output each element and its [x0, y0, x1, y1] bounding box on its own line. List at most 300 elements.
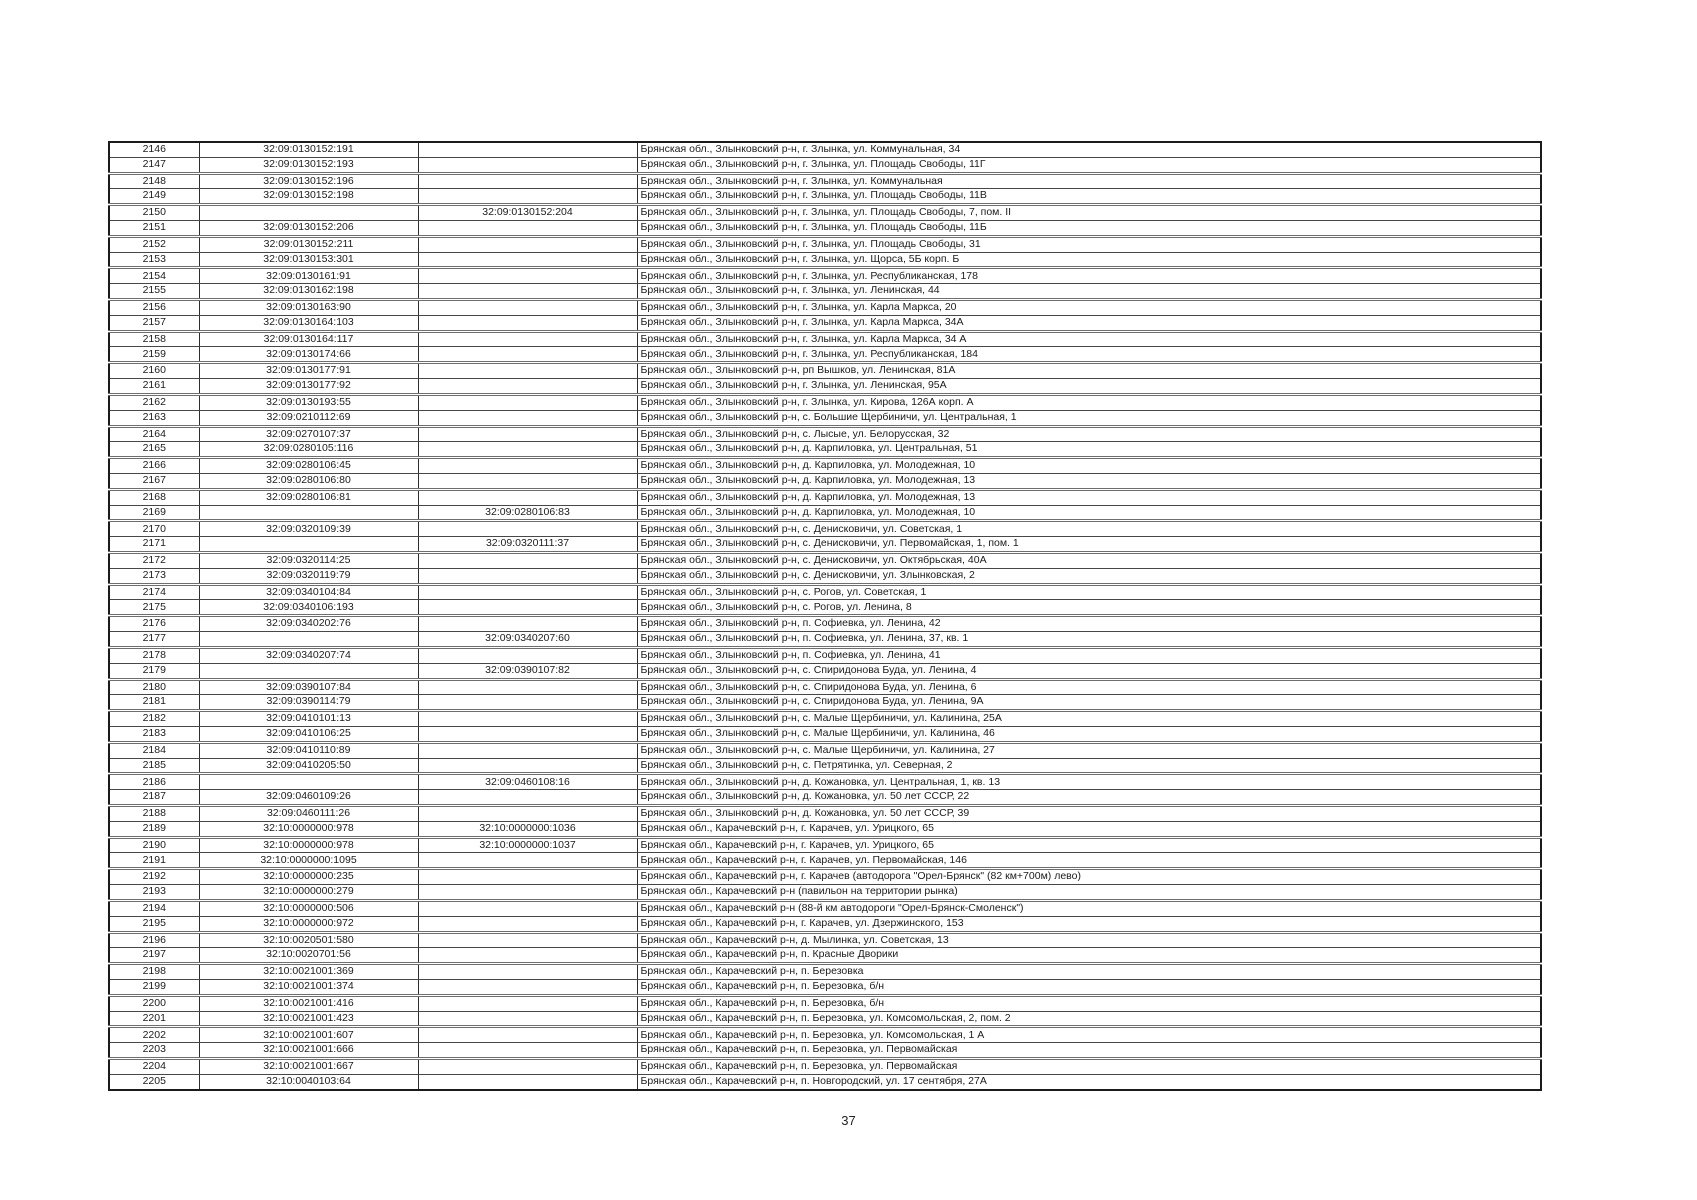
cadastral-number-secondary	[418, 600, 637, 616]
row-number: 2201	[109, 1011, 199, 1027]
cadastral-number-primary: 32:09:0410205:50	[199, 758, 418, 774]
address: Брянская обл., Злынковский р-н, с. Большие Щербиничи, ул. Центральная, 1	[637, 410, 1541, 426]
row-number: 2171	[109, 537, 199, 553]
address: Брянская обл., Злынковский р-н, рп Вышков, ул. Ленинская, 81А	[637, 363, 1541, 379]
cadastral-number-secondary	[418, 189, 637, 205]
row-number: 2178	[109, 647, 199, 663]
cadastral-number-primary: 32:09:0130193:55	[199, 394, 418, 410]
row-number: 2172	[109, 553, 199, 569]
row-number: 2176	[109, 616, 199, 632]
table-row	[109, 821, 1541, 837]
table-row	[109, 790, 1541, 806]
row-number: 2175	[109, 600, 199, 616]
address: Брянская обл., Злынковский р-н, с. Денисковичи, ул. Злынковская, 2	[637, 568, 1541, 584]
table-row	[109, 394, 1541, 410]
row-number: 2196	[109, 932, 199, 948]
cadastral-number-secondary	[418, 853, 637, 869]
table-row	[109, 916, 1541, 932]
address: Брянская обл., Карачевский р-н, п. Березовка	[637, 964, 1541, 980]
row-number: 2149	[109, 189, 199, 205]
row-number: 2154	[109, 268, 199, 284]
cadastral-number-primary: 32:10:0000000:972	[199, 916, 418, 932]
address: Брянская обл., Карачевский р-н, п. Березовка, ул. Комсомольская, 1 А	[637, 1027, 1541, 1043]
row-number: 2199	[109, 979, 199, 995]
cadastral-number-primary: 32:10:0000000:279	[199, 885, 418, 901]
registry-table-body	[109, 142, 1541, 1090]
row-number: 2148	[109, 173, 199, 189]
cadastral-number-primary: 32:09:0130164:117	[199, 331, 418, 347]
address: Брянская обл., Злынковский р-н, г. Злынка, ул. Площадь Свободы, 7, пом. II	[637, 205, 1541, 221]
cadastral-number-primary: 32:10:0000000:978	[199, 821, 418, 837]
cadastral-number-secondary	[418, 220, 637, 236]
row-number: 2189	[109, 821, 199, 837]
cadastral-number-primary: 32:10:0040103:64	[199, 1074, 418, 1090]
table-row	[109, 489, 1541, 505]
cadastral-number-secondary	[418, 1043, 637, 1059]
table-row	[109, 347, 1541, 363]
row-number: 2190	[109, 837, 199, 853]
page-number: 37	[841, 1113, 856, 1128]
address: Брянская обл., Злынковский р-н, г. Злынка, ул. Коммунальная, 34	[637, 142, 1541, 157]
cadastral-number-secondary: 32:09:0280106:83	[418, 505, 637, 521]
row-number: 2155	[109, 284, 199, 300]
cadastral-number-primary	[199, 505, 418, 521]
address: Брянская обл., Злынковский р-н, г. Злынка, ул. Коммунальная	[637, 173, 1541, 189]
address: Брянская обл., Злынковский р-н, с. Лысые, ул. Белорусская, 32	[637, 426, 1541, 442]
table-row	[109, 268, 1541, 284]
row-number: 2162	[109, 394, 199, 410]
row-number: 2153	[109, 252, 199, 268]
cadastral-number-secondary	[418, 426, 637, 442]
row-number: 2169	[109, 505, 199, 521]
address: Брянская обл., Карачевский р-н, п. Березовка, ул. Первомайская	[637, 1059, 1541, 1075]
cadastral-number-secondary: 32:09:0340207:60	[418, 632, 637, 648]
row-number: 2179	[109, 663, 199, 679]
cadastral-number-primary: 32:09:0390114:79	[199, 695, 418, 711]
cadastral-number-secondary	[418, 964, 637, 980]
table-row	[109, 458, 1541, 474]
cadastral-number-secondary	[418, 300, 637, 316]
cadastral-number-primary: 32:10:0021001:374	[199, 979, 418, 995]
table-row	[109, 537, 1541, 553]
row-number: 2192	[109, 869, 199, 885]
row-number: 2182	[109, 711, 199, 727]
table-row	[109, 284, 1541, 300]
cadastral-number-secondary	[418, 932, 637, 948]
cadastral-number-secondary	[418, 979, 637, 995]
address: Брянская обл., Злынковский р-н, п. Софиевка, ул. Ленина, 42	[637, 616, 1541, 632]
cadastral-number-secondary	[418, 379, 637, 395]
table-row	[109, 1074, 1541, 1090]
address: Брянская обл., Злынковский р-н, г. Злынка, ул. Площадь Свободы, 11Г	[637, 157, 1541, 173]
row-number: 2147	[109, 157, 199, 173]
cadastral-number-primary: 32:10:0021001:666	[199, 1043, 418, 1059]
cadastral-number-primary: 32:10:0021001:667	[199, 1059, 418, 1075]
table-row	[109, 1011, 1541, 1027]
cadastral-number-primary: 32:10:0021001:416	[199, 995, 418, 1011]
cadastral-number-primary	[199, 205, 418, 221]
table-row	[109, 142, 1541, 157]
table-row	[109, 900, 1541, 916]
table-row	[109, 473, 1541, 489]
cadastral-number-secondary	[418, 268, 637, 284]
cadastral-number-secondary	[418, 458, 637, 474]
cadastral-number-primary: 32:09:0280106:45	[199, 458, 418, 474]
table-row	[109, 679, 1541, 695]
row-number: 2180	[109, 679, 199, 695]
cadastral-number-primary: 32:10:0020501:580	[199, 932, 418, 948]
table-row	[109, 600, 1541, 616]
cadastral-number-secondary	[418, 568, 637, 584]
cadastral-number-secondary	[418, 790, 637, 806]
cadastral-number-primary: 32:10:0000000:235	[199, 869, 418, 885]
cadastral-number-secondary: 32:10:0000000:1037	[418, 837, 637, 853]
address: Брянская обл., Карачевский р-н, п. Березовка, ул. Комсомольская, 2, пом. 2	[637, 1011, 1541, 1027]
table-row	[109, 189, 1541, 205]
address: Брянская обл., Карачевский р-н, г. Карачев, ул. Урицкого, 65	[637, 821, 1541, 837]
address: Брянская обл., Злынковский р-н, с. Спиридонова Буда, ул. Ленина, 4	[637, 663, 1541, 679]
row-number: 2186	[109, 774, 199, 790]
address: Брянская обл., Злынковский р-н, д. Кожановка, ул. 50 лет СССР, 39	[637, 806, 1541, 822]
row-number: 2164	[109, 426, 199, 442]
table-row	[109, 616, 1541, 632]
address: Брянская обл., Карачевский р-н, г. Карачев, ул. Урицкого, 65	[637, 837, 1541, 853]
cadastral-number-secondary	[418, 252, 637, 268]
row-number: 2157	[109, 315, 199, 331]
cadastral-number-secondary	[418, 1011, 637, 1027]
table-row	[109, 964, 1541, 980]
address: Брянская обл., Злынковский р-н, с. Спиридонова Буда, ул. Ленина, 6	[637, 679, 1541, 695]
table-row	[109, 410, 1541, 426]
cadastral-number-secondary	[418, 900, 637, 916]
cadastral-number-primary: 32:09:0280106:81	[199, 489, 418, 505]
cadastral-number-secondary	[418, 331, 637, 347]
address: Брянская обл., Карачевский р-н (88-й км автодороги "Орел-Брянск-Смоленск")	[637, 900, 1541, 916]
row-number: 2165	[109, 442, 199, 458]
cadastral-number-primary: 32:09:0410101:13	[199, 711, 418, 727]
cadastral-number-primary: 32:09:0130152:198	[199, 189, 418, 205]
row-number: 2187	[109, 790, 199, 806]
address: Брянская обл., Карачевский р-н, п. Березовка, б/н	[637, 979, 1541, 995]
cadastral-number-secondary	[418, 758, 637, 774]
address: Брянская обл., Злынковский р-н, с. Малые Щербиничи, ул. Калинина, 27	[637, 742, 1541, 758]
cadastral-number-secondary: 32:09:0390107:82	[418, 663, 637, 679]
address: Брянская обл., Злынковский р-н, с. Денисковичи, ул. Советская, 1	[637, 521, 1541, 537]
table-row	[109, 837, 1541, 853]
row-number: 2193	[109, 885, 199, 901]
cadastral-number-secondary	[418, 948, 637, 964]
cadastral-number-primary: 32:09:0130164:103	[199, 315, 418, 331]
cadastral-number-secondary	[418, 679, 637, 695]
row-number: 2156	[109, 300, 199, 316]
address: Брянская обл., Злынковский р-н, д. Карпиловка, ул. Центральная, 51	[637, 442, 1541, 458]
cadastral-number-primary: 32:09:0460109:26	[199, 790, 418, 806]
cadastral-number-secondary: 32:10:0000000:1036	[418, 821, 637, 837]
cadastral-number-primary: 32:10:0021001:369	[199, 964, 418, 980]
address: Брянская обл., Злынковский р-н, г. Злынка, ул. Карла Маркса, 34 А	[637, 331, 1541, 347]
address: Брянская обл., Злынковский р-н, г. Злынка, ул. Щорса, 5Б корп. Б	[637, 252, 1541, 268]
row-number: 2194	[109, 900, 199, 916]
row-number: 2188	[109, 806, 199, 822]
table-row	[109, 932, 1541, 948]
table-row	[109, 774, 1541, 790]
cadastral-number-primary: 32:09:0340207:74	[199, 647, 418, 663]
cadastral-number-secondary	[418, 473, 637, 489]
cadastral-number-secondary	[418, 869, 637, 885]
address: Брянская обл., Злынковский р-н, г. Злынка, ул. Кирова, 126А корп. А	[637, 394, 1541, 410]
row-number: 2202	[109, 1027, 199, 1043]
row-number: 2166	[109, 458, 199, 474]
table-row	[109, 584, 1541, 600]
address: Брянская обл., Карачевский р-н, п. Березовка, б/н	[637, 995, 1541, 1011]
cadastral-number-primary: 32:09:0130153:301	[199, 252, 418, 268]
cadastral-number-secondary	[418, 553, 637, 569]
cadastral-number-primary: 32:09:0340104:84	[199, 584, 418, 600]
table-row	[109, 205, 1541, 221]
cadastral-number-secondary	[418, 726, 637, 742]
table-row	[109, 252, 1541, 268]
cadastral-number-secondary	[418, 394, 637, 410]
row-number: 2173	[109, 568, 199, 584]
cadastral-number-primary: 32:10:0021001:607	[199, 1027, 418, 1043]
cadastral-number-primary: 32:09:0340106:193	[199, 600, 418, 616]
address: Брянская обл., Злынковский р-н, с. Малые Щербиничи, ул. Калинина, 25А	[637, 711, 1541, 727]
row-number: 2204	[109, 1059, 199, 1075]
row-number: 2146	[109, 142, 199, 157]
address: Брянская обл., Злынковский р-н, с. Спиридонова Буда, ул. Ленина, 9А	[637, 695, 1541, 711]
address: Брянская обл., Злынковский р-н, г. Злынка, ул. Площадь Свободы, 11В	[637, 189, 1541, 205]
table-row	[109, 426, 1541, 442]
cadastral-number-secondary	[418, 1027, 637, 1043]
table-row	[109, 853, 1541, 869]
address: Брянская обл., Злынковский р-н, п. Софиевка, ул. Ленина, 37, кв. 1	[637, 632, 1541, 648]
address: Брянская обл., Злынковский р-н, п. Софиевка, ул. Ленина, 41	[637, 647, 1541, 663]
cadastral-number-secondary	[418, 521, 637, 537]
table-row	[109, 331, 1541, 347]
row-number: 2174	[109, 584, 199, 600]
row-number: 2163	[109, 410, 199, 426]
cadastral-number-primary: 32:09:0270107:37	[199, 426, 418, 442]
row-number: 2159	[109, 347, 199, 363]
cadastral-number-secondary: 32:09:0320111:37	[418, 537, 637, 553]
cadastral-number-primary: 32:09:0320109:39	[199, 521, 418, 537]
cadastral-number-secondary	[418, 916, 637, 932]
table-row	[109, 742, 1541, 758]
address: Брянская обл., Злынковский р-н, д. Карпиловка, ул. Молодежная, 10	[637, 458, 1541, 474]
row-number: 2195	[109, 916, 199, 932]
cadastral-number-primary: 32:09:0130163:90	[199, 300, 418, 316]
table-row	[109, 885, 1541, 901]
address: Брянская обл., Злынковский р-н, с. Рогов, ул. Ленина, 8	[637, 600, 1541, 616]
row-number: 2177	[109, 632, 199, 648]
table-row	[109, 979, 1541, 995]
table-row	[109, 521, 1541, 537]
table-row	[109, 869, 1541, 885]
cadastral-number-secondary	[418, 742, 637, 758]
address: Брянская обл., Злынковский р-н, д. Кожановка, ул. 50 лет СССР, 22	[637, 790, 1541, 806]
address: Брянская обл., Злынковский р-н, г. Злынка, ул. Ленинская, 44	[637, 284, 1541, 300]
table-row	[109, 363, 1541, 379]
table-row	[109, 505, 1541, 521]
cadastral-number-secondary	[418, 284, 637, 300]
address: Брянская обл., Злынковский р-н, г. Злынка, ул. Ленинская, 95А	[637, 379, 1541, 395]
table-row	[109, 1043, 1541, 1059]
row-number: 2185	[109, 758, 199, 774]
cadastral-number-primary: 32:09:0210112:69	[199, 410, 418, 426]
cadastral-number-primary: 32:09:0390107:84	[199, 679, 418, 695]
address: Брянская обл., Злынковский р-н, г. Злынка, ул. Республиканская, 178	[637, 268, 1541, 284]
table-row	[109, 806, 1541, 822]
row-number: 2203	[109, 1043, 199, 1059]
cadastral-number-primary: 32:09:0320119:79	[199, 568, 418, 584]
cadastral-number-primary: 32:10:0000000:1095	[199, 853, 418, 869]
cadastral-number-secondary	[418, 806, 637, 822]
table-row	[109, 442, 1541, 458]
cadastral-number-secondary	[418, 647, 637, 663]
cadastral-number-secondary	[418, 410, 637, 426]
cadastral-number-primary: 32:10:0021001:423	[199, 1011, 418, 1027]
cadastral-number-primary: 32:09:0130162:198	[199, 284, 418, 300]
cadastral-number-primary: 32:09:0410110:89	[199, 742, 418, 758]
cadastral-number-secondary	[418, 1074, 637, 1090]
cadastral-number-primary: 32:10:0000000:978	[199, 837, 418, 853]
address: Брянская обл., Злынковский р-н, д. Кожановка, ул. Центральная, 1, кв. 13	[637, 774, 1541, 790]
address: Брянская обл., Злынковский р-н, с. Рогов, ул. Советская, 1	[637, 584, 1541, 600]
row-number: 2205	[109, 1074, 199, 1090]
cadastral-number-secondary	[418, 1059, 637, 1075]
table-row	[109, 553, 1541, 569]
cadastral-number-secondary	[418, 173, 637, 189]
table-row	[109, 300, 1541, 316]
cadastral-number-secondary	[418, 315, 637, 331]
row-number: 2200	[109, 995, 199, 1011]
row-number: 2198	[109, 964, 199, 980]
cadastral-number-primary: 32:09:0130152:196	[199, 173, 418, 189]
cadastral-number-primary: 32:09:0130174:66	[199, 347, 418, 363]
cadastral-number-primary: 32:09:0130177:92	[199, 379, 418, 395]
cadastral-number-primary: 32:09:0280105:116	[199, 442, 418, 458]
table-row	[109, 726, 1541, 742]
table-row	[109, 173, 1541, 189]
cadastral-number-secondary	[418, 489, 637, 505]
address: Брянская обл., Карачевский р-н, г. Карачев (автодорога "Орел-Брянск" (82 км+700м) лево)	[637, 869, 1541, 885]
address: Брянская обл., Карачевский р-н, п. Новгородский, ул. 17 сентября, 27А	[637, 1074, 1541, 1090]
cadastral-number-primary: 32:09:0280106:80	[199, 473, 418, 489]
cadastral-registry-table	[108, 141, 1542, 1091]
table-row	[109, 568, 1541, 584]
cadastral-number-primary: 32:09:0130152:211	[199, 236, 418, 252]
address: Брянская обл., Злынковский р-н, г. Злынка, ул. Площадь Свободы, 11Б	[637, 220, 1541, 236]
address: Брянская обл., Злынковский р-н, д. Карпиловка, ул. Молодежная, 13	[637, 473, 1541, 489]
cadastral-number-secondary	[418, 711, 637, 727]
cadastral-number-secondary	[418, 695, 637, 711]
row-number: 2197	[109, 948, 199, 964]
address: Брянская обл., Злынковский р-н, д. Карпиловка, ул. Молодежная, 10	[637, 505, 1541, 521]
cadastral-number-primary: 32:09:0340202:76	[199, 616, 418, 632]
table-row	[109, 1027, 1541, 1043]
table-row	[109, 1059, 1541, 1075]
cadastral-number-secondary: 32:09:0130152:204	[418, 205, 637, 221]
table-row	[109, 632, 1541, 648]
cadastral-number-secondary	[418, 236, 637, 252]
cadastral-number-primary	[199, 774, 418, 790]
row-number: 2150	[109, 205, 199, 221]
cadastral-number-secondary	[418, 442, 637, 458]
cadastral-number-secondary	[418, 363, 637, 379]
row-number: 2183	[109, 726, 199, 742]
cadastral-number-secondary	[418, 616, 637, 632]
row-number: 2184	[109, 742, 199, 758]
row-number: 2170	[109, 521, 199, 537]
table-row	[109, 695, 1541, 711]
address: Брянская обл., Злынковский р-н, г. Злынка, ул. Карла Маркса, 34А	[637, 315, 1541, 331]
table-row	[109, 647, 1541, 663]
address: Брянская обл., Карачевский р-н, д. Мылинка, ул. Советская, 13	[637, 932, 1541, 948]
cadastral-number-secondary: 32:09:0460108:16	[418, 774, 637, 790]
row-number: 2158	[109, 331, 199, 347]
cadastral-number-secondary	[418, 157, 637, 173]
address: Брянская обл., Злынковский р-н, д. Карпиловка, ул. Молодежная, 13	[637, 489, 1541, 505]
address: Брянская обл., Карачевский р-н (павильон на территории рынка)	[637, 885, 1541, 901]
cadastral-number-primary: 32:10:0020701:56	[199, 948, 418, 964]
address: Брянская обл., Злынковский р-н, с. Денисковичи, ул. Октябрьская, 40А	[637, 553, 1541, 569]
cadastral-number-secondary	[418, 347, 637, 363]
cadastral-number-secondary	[418, 995, 637, 1011]
cadastral-number-primary: 32:09:0130161:91	[199, 268, 418, 284]
cadastral-number-secondary	[418, 142, 637, 157]
cadastral-number-secondary	[418, 885, 637, 901]
address: Брянская обл., Карачевский р-н, п. Красные Дворики	[637, 948, 1541, 964]
cadastral-number-primary	[199, 537, 418, 553]
table-row	[109, 220, 1541, 236]
address: Брянская обл., Злынковский р-н, с. Малые Щербиничи, ул. Калинина, 46	[637, 726, 1541, 742]
cadastral-number-primary: 32:09:0130177:91	[199, 363, 418, 379]
cadastral-number-primary: 32:10:0000000:506	[199, 900, 418, 916]
row-number: 2151	[109, 220, 199, 236]
cadastral-number-primary: 32:09:0130152:193	[199, 157, 418, 173]
address: Брянская обл., Злынковский р-н, г. Злынка, ул. Площадь Свободы, 31	[637, 236, 1541, 252]
cadastral-number-primary	[199, 632, 418, 648]
address: Брянская обл., Злынковский р-н, с. Денисковичи, ул. Первомайская, 1, пом. 1	[637, 537, 1541, 553]
table-row	[109, 315, 1541, 331]
row-number: 2152	[109, 236, 199, 252]
row-number: 2160	[109, 363, 199, 379]
cadastral-number-primary: 32:09:0320114:25	[199, 553, 418, 569]
table-row	[109, 157, 1541, 173]
cadastral-number-primary: 32:09:0130152:191	[199, 142, 418, 157]
table-row	[109, 995, 1541, 1011]
row-number: 2181	[109, 695, 199, 711]
cadastral-number-primary	[199, 663, 418, 679]
table-row	[109, 711, 1541, 727]
table-row	[109, 663, 1541, 679]
table-row	[109, 379, 1541, 395]
table-row	[109, 236, 1541, 252]
cadastral-number-primary: 32:09:0410106:25	[199, 726, 418, 742]
address: Брянская обл., Карачевский р-н, г. Карачев, ул. Первомайская, 146	[637, 853, 1541, 869]
address: Брянская обл., Злынковский р-н, г. Злынка, ул. Республиканская, 184	[637, 347, 1541, 363]
cadastral-number-primary: 32:09:0130152:206	[199, 220, 418, 236]
address: Брянская обл., Злынковский р-н, г. Злынка, ул. Карла Маркса, 20	[637, 300, 1541, 316]
row-number: 2168	[109, 489, 199, 505]
cadastral-number-secondary	[418, 584, 637, 600]
address: Брянская обл., Карачевский р-н, г. Карачев, ул. Дзержинского, 153	[637, 916, 1541, 932]
row-number: 2167	[109, 473, 199, 489]
row-number: 2191	[109, 853, 199, 869]
cadastral-number-primary: 32:09:0460111:26	[199, 806, 418, 822]
address: Брянская обл., Карачевский р-н, п. Березовка, ул. Первомайская	[637, 1043, 1541, 1059]
table-row	[109, 948, 1541, 964]
